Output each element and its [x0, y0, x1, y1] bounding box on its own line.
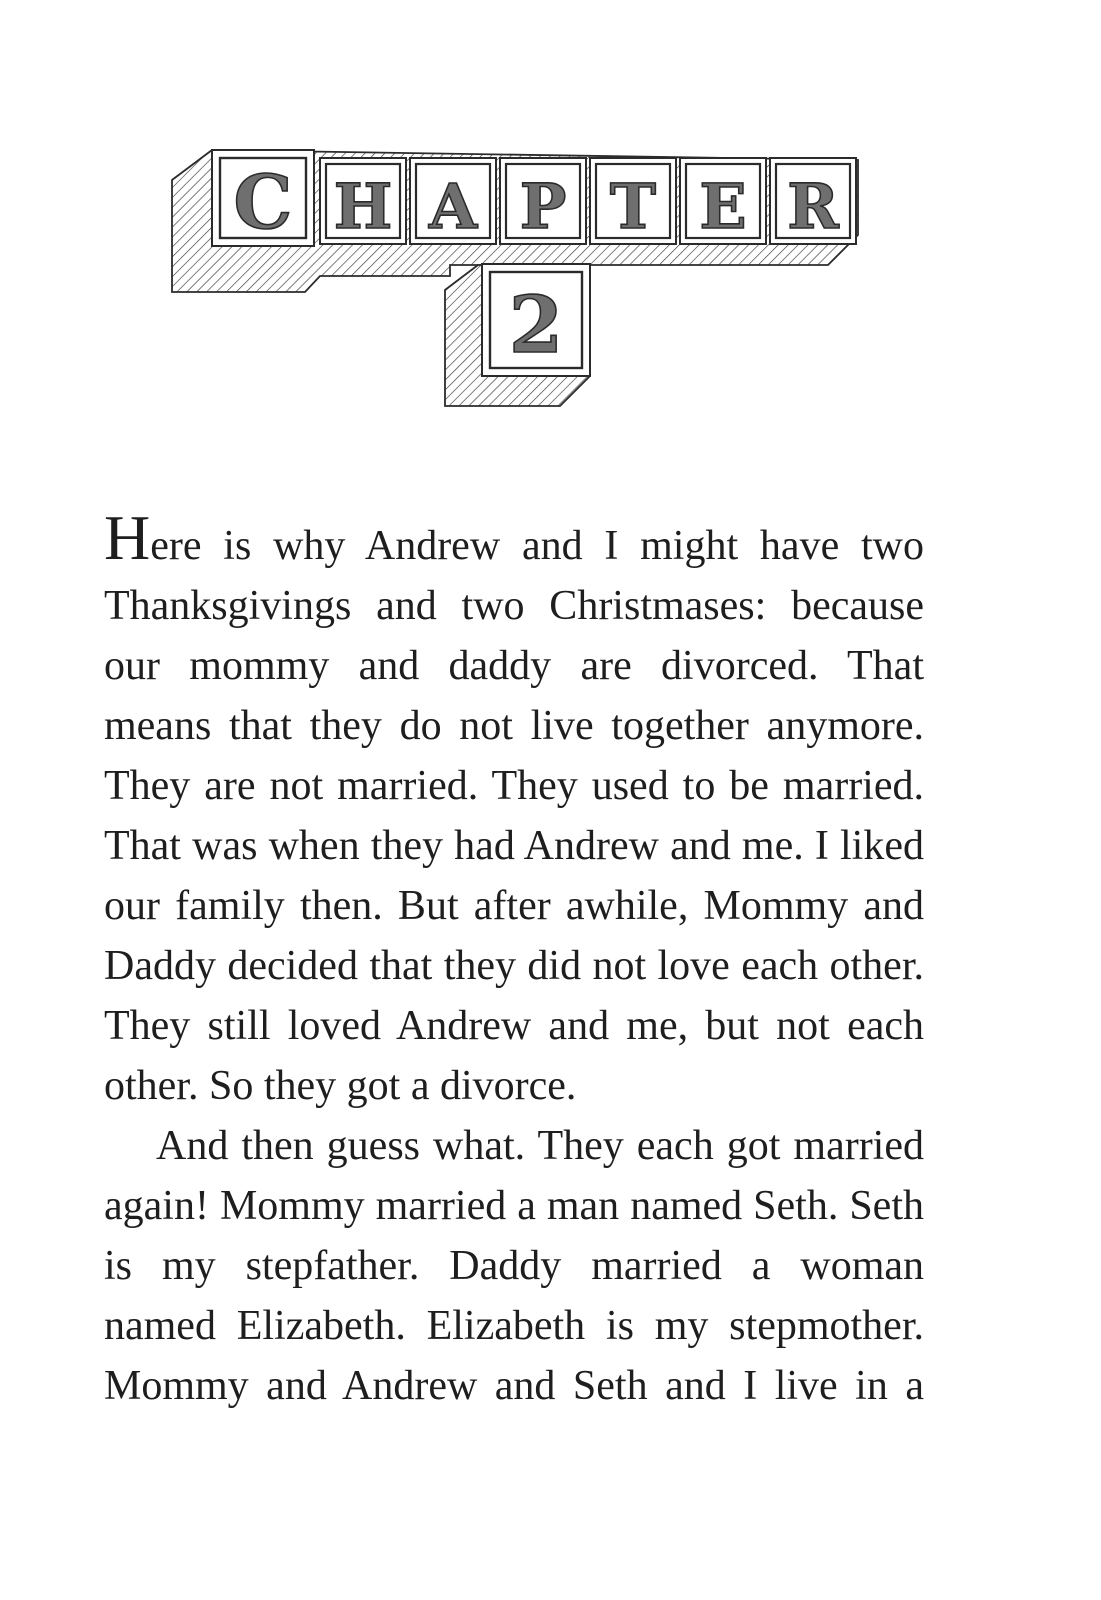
letter-block-p	[500, 158, 586, 244]
paragraph-2: And then guess what. They each got married again! Mommy married a man named Seth. Seth is my stepfather. Daddy married a woman named Elizabeth. Elizabeth is my stepmother. Mommy and Andrew and Seth and I live in a	[104, 1123, 924, 1409]
letter-block-r	[770, 158, 856, 244]
body-text	[104, 502, 924, 1416]
chapter-number-block	[482, 264, 590, 376]
paragraph-1-text: ere is why Andrew and I might have two Thanksgivings and two Christmases: because our mommy and daddy are divorced. That means that they do not live together anymore. They are not married. They used to be married. That was when they had Andrew and me. I liked our family then. But after awhile, Mommy and Daddy decided that they did not love each other. They still loved Andrew and me, but not each other. So they got a divorce.	[104, 523, 924, 1109]
letter-block-t	[590, 158, 676, 244]
paragraph-1	[104, 502, 924, 1116]
letter-block-h	[320, 158, 406, 244]
chapter-letter: R	[787, 170, 839, 243]
chapter-letter: E	[699, 170, 747, 243]
chapter-letter: H	[333, 170, 393, 243]
chapter-heading-art	[160, 140, 880, 420]
letter-block-c	[212, 150, 314, 246]
chapter-letter: P	[519, 170, 567, 243]
chapter-letter: A	[428, 170, 478, 243]
chapter-number: 2	[508, 280, 564, 371]
chapter-letter: T	[609, 170, 657, 243]
letter-block-a	[410, 158, 496, 244]
letter-block-e	[680, 158, 766, 244]
chapter-word-blocks	[212, 150, 856, 246]
chapter-letter: C	[233, 160, 293, 246]
drop-letter: H	[104, 502, 151, 573]
